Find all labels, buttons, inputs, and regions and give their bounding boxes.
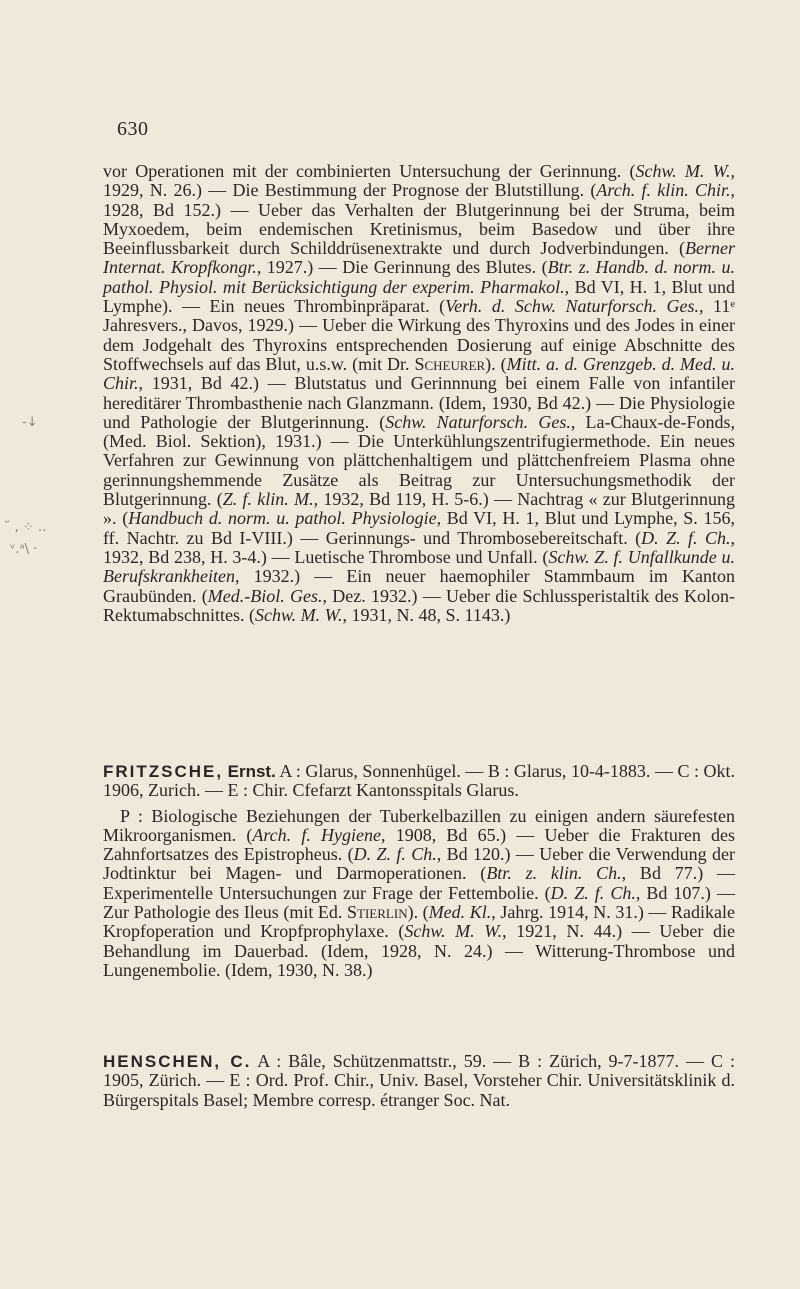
entry-publications: P : Biologische Beziehungen der Tuberkelbazillen zu einigen andern säurefesten Mikroorganismen. (Arch. f. Hygiene, 1908, Bd 65.) — Ueber die Frakturen des Zahnfortsatzes des Epistropheus. (D. Z. f. Ch., Bd 120.) — Ueber die Verwendung der Jodtinktur bei Magen- und Darmoperationen. (Btr. z. klin. Ch., Bd 77.) — Experimentelle Untersuchungen zur Frage der Fettembolie. (D. Z. f. Ch., Bd 107.) — Zur Pathologie des Ileus (mit Ed. Stierlin). (Med. Kl., Jahrg. 1914, N. 31.) — Radikale Kropfoperation und Kropfprophylaxe. (Schw. M. W., 1921, N. 44.) — Ueber die Behandlung im Dauerbad. (Idem, 1928, N. 24.) — Witterung-Thrombose und Lungenembolie. (Idem, 1930, N. 38.) [103,805,735,980]
bibliography-continuation [103,162,735,625]
entry-henschen [103,1052,735,1110]
entry-given-name: Ernst. [227,762,276,781]
entry-surname: HENSCHEN, C. [103,1052,252,1071]
entry-fritzsche [103,762,735,980]
entry-header: HENSCHEN, C. A : Bâle, Schützenmattstr., 59. — B : Zürich, 9-7-1877. — C : 1905, Zürich. — E : Ord. Prof. Chir., Univ. Basel, Vorsteher Chir. Universitätsklinik d. Bürgerspitals Basel; Membre corresp. étranger Soc. Nat. [103,1051,735,1110]
entry-surname: FRITZSCHE, [103,762,224,781]
margin-mark: ˘ , ⁘ ‥ [4,520,47,535]
margin-mark: -↓ [22,415,38,430]
reference-paragraph: vor Operationen mit der combinierten Untersuchung der Gerinnung. (Schw. M. W., 1929, N. 26.) — Die Bestimmung der Prognose der Blutstillung. (Arch. f. klin. Chir., 1928, Bd 152.) — Ueber das Verhalten der Blutgerinnung bei der Struma, beim Myxoedem, beim endemischen Kretinismus, beim Basedow und über ihre Beeinflussbarkeit durch Schilddrüsenextrakte und durch Jodverbindungen. (Berner Internat. Kropfkongr., 1927.) — Die Gerinnung des Blutes. (Btr. z. Handb. d. norm. u. pathol. Physiol. mit Berücksichtigung der experim. Pharmakol., Bd VI, H. 1, Blut und Lymphe). — Ein neues Thrombinpräparat. (Verh. d. Schw. Naturforsch. Ges., 11ᵉ Jahresvers., Davos, 1929.) — Ueber die Wirkung des Thyroxins und des Jodes in einer dem Jodgehalt des Thyroxins entsprechenden Dosierung auf einige Abschnitte des Stoffwechsels auf das Blut, u.s.w. (mit Dr. Scheurer). (Mitt. a. d. Grenzgeb. d. Med. u. Chir., 1931, Bd 42.) — Blutstatus und Gerinnnung bei einem Falle von infantiler hereditärer Thrombasthenie nach Glanzmann. (Idem, 1930, Bd 42.) — Die Physiologie und Pathologie der Blutgerinnung. (Schw. Naturforsch. Ges., La-Chaux-de-Fonds, (Med. Biol. Sektion), 1931.) — Die Unterkühlungszentrifugiermethode. Ein neues Verfahren zur Gewinnung von plättchenhaltigem und plättchenfreiem Plasma ohne gerinnungshemmende Zusätze als Beitrag zur Untersuchungsmethodik der Blutgerinnung. (Z. f. klin. M., 1932, Bd 119, H. 5-6.) — Nachtrag « zur Blutgerinnung ». (Handbuch d. norm. u. pathol. Physiologie, Bd VI, H. 1, Blut und Lymphe, S. 156, ff. Nachtr. zu Bd I-VIII.) — Gerinnungs- und Thrombosebereitschaft. (D. Z. f. Ch., 1932, Bd 238, H. 3-4.) — Luetische Thrombose und Unfall. (Schw. Z. f. Unfallkunde u. Berufskrankheiten, 1932.) — Ein neuer haemophiler Stammbaum im Kanton Graubünden. (Med.-Biol. Ges., Dez. 1932.) — Ueber die Schlussperistaltik des Kolon-Rektumabschnittes. (Schw. M. W., 1931, N. 48, S. 1143.) [103,161,736,625]
page-number: 630 [117,118,149,140]
entry-header: FRITZSCHE, Ernst. A : Glarus, Sonnenhügel. — B : Glarus, 10-4-1883. — C : Okt. 1906, Zurich. — E : Chir. Cfefarzt Kantonsspitals Glarus. [103,761,735,801]
margin-mark: ᵛ.ᵃ\ · [10,542,38,557]
